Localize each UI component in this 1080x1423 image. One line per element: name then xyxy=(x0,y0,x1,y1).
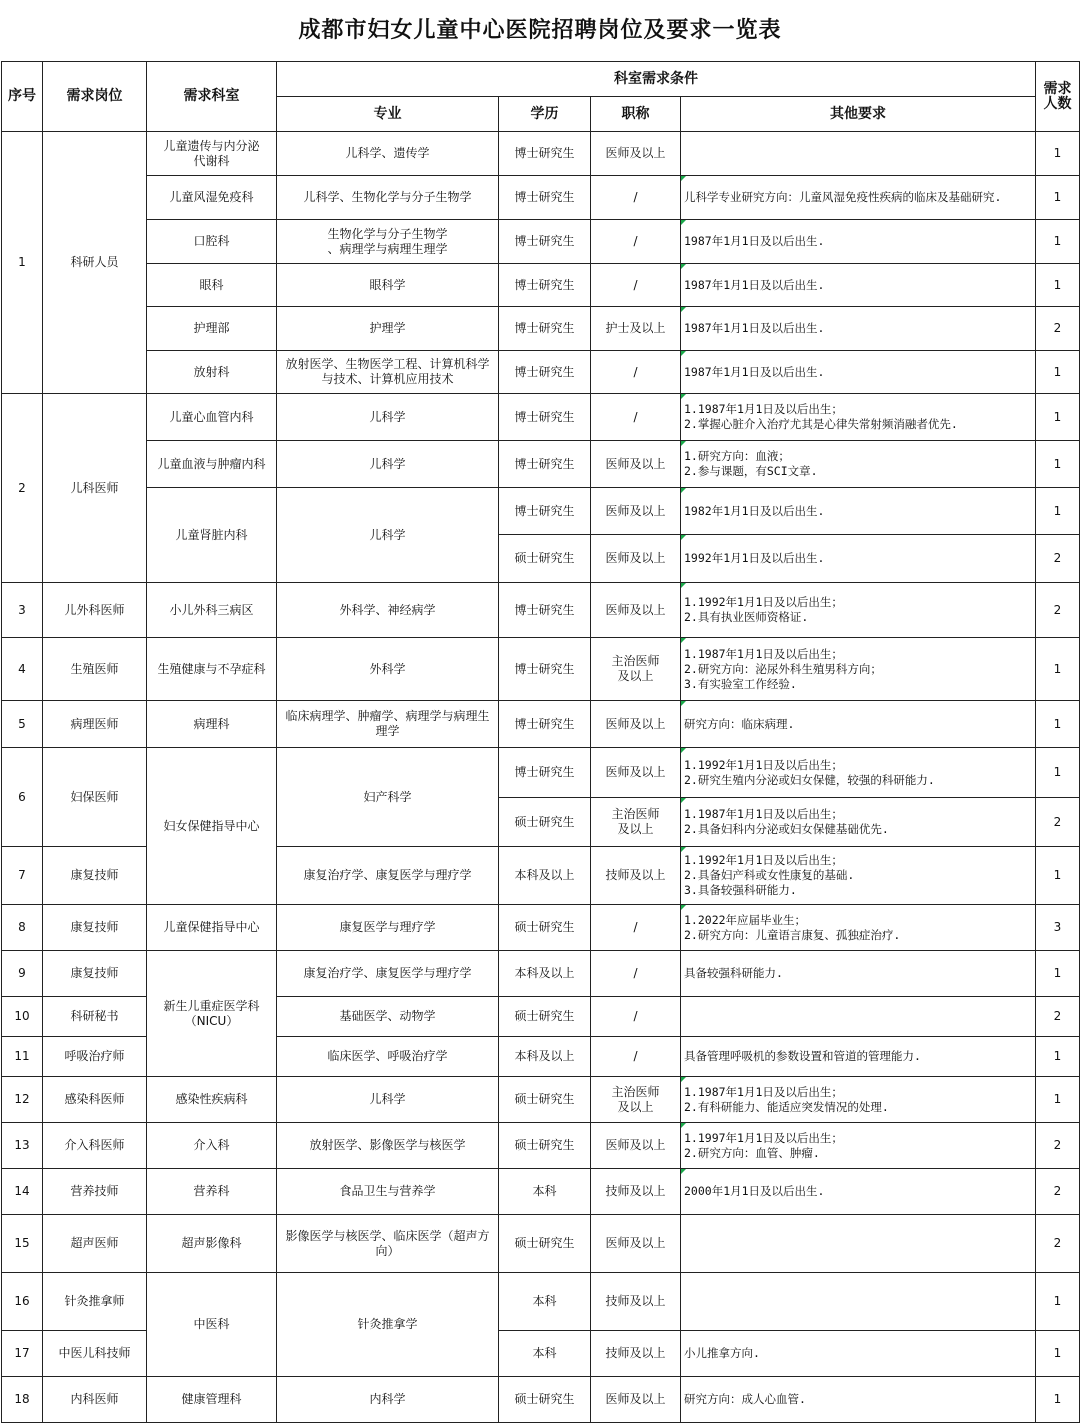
cell-other: 1987年1月1日及以后出生. xyxy=(681,307,1036,351)
header-title: 职称 xyxy=(591,97,681,132)
cell-index: 2 xyxy=(2,394,43,583)
cell-major: 儿科学 xyxy=(277,1077,499,1123)
cell-major: 临床病理学、肿瘤学、病理学与病理生 理学 xyxy=(277,701,499,748)
table-row xyxy=(2,264,1080,307)
cell-department: 儿童遗传与内分泌 代谢科 xyxy=(147,132,277,176)
cell-index: 14 xyxy=(2,1169,43,1215)
cell-index: 1 xyxy=(2,132,43,394)
cell-department: 儿童血液与肿瘤内科 xyxy=(147,441,277,488)
table-row xyxy=(2,701,1080,748)
cell-other: 1.研究方向：血液； 2.参与课题，有SCI文章. xyxy=(681,441,1036,488)
cell-education: 博士研究生 xyxy=(499,583,591,638)
cell-count: 2 xyxy=(1036,798,1080,847)
cell-education: 本科 xyxy=(499,1331,591,1377)
cell-count: 2 xyxy=(1036,1169,1080,1215)
cell-index: 7 xyxy=(2,847,43,905)
cell-count: 3 xyxy=(1036,905,1080,951)
cell-title: 医师及以上 xyxy=(591,1377,681,1423)
cell-major: 内科学 xyxy=(277,1377,499,1423)
cell-department: 超声影像科 xyxy=(147,1215,277,1273)
cell-title: / xyxy=(591,351,681,394)
cell-count: 1 xyxy=(1036,488,1080,535)
header-conditions: 科室需求条件 xyxy=(277,62,1036,97)
cell-major: 康复医学与理疗学 xyxy=(277,905,499,951)
table-row xyxy=(2,488,1080,535)
cell-index: 12 xyxy=(2,1077,43,1123)
cell-department: 中医科 xyxy=(147,1273,277,1377)
cell-position: 营养技师 xyxy=(43,1169,147,1215)
cell-position: 科研人员 xyxy=(43,132,147,394)
cell-title: 医师及以上 xyxy=(591,441,681,488)
cell-major: 生物化学与分子生物学 、病理学与病理生理学 xyxy=(277,220,499,264)
cell-major: 护理学 xyxy=(277,307,499,351)
cell-other xyxy=(681,997,1036,1037)
header-position: 需求岗位 xyxy=(43,62,147,132)
cell-title: 医师及以上 xyxy=(591,488,681,535)
cell-major: 儿科学 xyxy=(277,441,499,488)
cell-title: / xyxy=(591,1037,681,1077)
cell-count: 2 xyxy=(1036,535,1080,583)
cell-count: 1 xyxy=(1036,847,1080,905)
cell-index: 5 xyxy=(2,701,43,748)
cell-title: 医师及以上 xyxy=(591,583,681,638)
cell-other: 1.2022年应届毕业生； 2.研究方向：儿童语言康复、孤独症治疗. xyxy=(681,905,1036,951)
cell-other: 1.1997年1月1日及以后出生； 2.研究方向：血管、肿瘤. xyxy=(681,1123,1036,1169)
cell-education: 硕士研究生 xyxy=(499,905,591,951)
cell-count: 2 xyxy=(1036,997,1080,1037)
cell-position: 针灸推拿师 xyxy=(43,1273,147,1331)
cell-count: 2 xyxy=(1036,583,1080,638)
cell-education: 博士研究生 xyxy=(499,176,591,220)
cell-position: 康复技师 xyxy=(43,905,147,951)
cell-count: 1 xyxy=(1036,394,1080,441)
cell-title: 医师及以上 xyxy=(591,132,681,176)
cell-department: 放射科 xyxy=(147,351,277,394)
cell-count: 1 xyxy=(1036,351,1080,394)
table-row xyxy=(2,307,1080,351)
table-row xyxy=(2,1215,1080,1273)
cell-other: 1.1987年1月1日及以后出生； 2.研究方向：泌尿外科生殖男科方向； 3.有实验室工作经验. xyxy=(681,638,1036,701)
cell-education: 硕士研究生 xyxy=(499,1377,591,1423)
header-other: 其他要求 xyxy=(681,97,1036,132)
cell-title: 主治医师 及以上 xyxy=(591,1077,681,1123)
cell-department: 小儿外科三病区 xyxy=(147,583,277,638)
table-row xyxy=(2,905,1080,951)
table-row xyxy=(2,132,1080,176)
cell-count: 1 xyxy=(1036,638,1080,701)
cell-count: 1 xyxy=(1036,748,1080,798)
cell-education: 博士研究生 xyxy=(499,748,591,798)
cell-other: 1987年1月1日及以后出生. xyxy=(681,351,1036,394)
cell-index: 8 xyxy=(2,905,43,951)
cell-count: 2 xyxy=(1036,1123,1080,1169)
cell-education: 硕士研究生 xyxy=(499,1077,591,1123)
page-title: 成都市妇女儿童中心医院招聘岗位及要求一览表 xyxy=(298,18,782,43)
cell-title: 医师及以上 xyxy=(591,535,681,583)
cell-department: 健康管理科 xyxy=(147,1377,277,1423)
cell-department: 口腔科 xyxy=(147,220,277,264)
cell-index: 9 xyxy=(2,951,43,997)
cell-department: 介入科 xyxy=(147,1123,277,1169)
table-row xyxy=(2,394,1080,441)
cell-count: 1 xyxy=(1036,1273,1080,1331)
cell-education: 硕士研究生 xyxy=(499,798,591,847)
cell-count: 1 xyxy=(1036,1377,1080,1423)
cell-major: 针灸推拿学 xyxy=(277,1273,499,1377)
cell-other: 具备管理呼吸机的参数设置和管道的管理能力. xyxy=(681,1037,1036,1077)
cell-major: 外科学、神经病学 xyxy=(277,583,499,638)
cell-major: 食品卫生与营养学 xyxy=(277,1169,499,1215)
cell-major: 眼科学 xyxy=(277,264,499,307)
cell-other: 1.1987年1月1日及以后出生； 2.掌握心脏介入治疗尤其是心律失常射频消融者优先. xyxy=(681,394,1036,441)
cell-education: 本科 xyxy=(499,1169,591,1215)
cell-title: 技师及以上 xyxy=(591,1331,681,1377)
cell-position: 生殖医师 xyxy=(43,638,147,701)
cell-count: 1 xyxy=(1036,441,1080,488)
cell-department: 生殖健康与不孕症科 xyxy=(147,638,277,701)
cell-count: 1 xyxy=(1036,1077,1080,1123)
cell-index: 16 xyxy=(2,1273,43,1331)
cell-title: / xyxy=(591,176,681,220)
cell-position: 感染科医师 xyxy=(43,1077,147,1123)
cell-education: 博士研究生 xyxy=(499,638,591,701)
cell-education: 博士研究生 xyxy=(499,307,591,351)
table-row xyxy=(2,351,1080,394)
cell-other xyxy=(681,1215,1036,1273)
table-row xyxy=(2,748,1080,798)
cell-major: 放射医学、影像医学与核医学 xyxy=(277,1123,499,1169)
cell-other: 2000年1月1日及以后出生. xyxy=(681,1169,1036,1215)
cell-major: 儿科学、生物化学与分子生物学 xyxy=(277,176,499,220)
cell-major: 临床医学、呼吸治疗学 xyxy=(277,1037,499,1077)
table-row xyxy=(2,1377,1080,1423)
cell-title: 护士及以上 xyxy=(591,307,681,351)
header-department: 需求科室 xyxy=(147,62,277,132)
cell-title: 医师及以上 xyxy=(591,701,681,748)
cell-index: 13 xyxy=(2,1123,43,1169)
cell-education: 博士研究生 xyxy=(499,132,591,176)
cell-position: 呼吸治疗师 xyxy=(43,1037,147,1077)
cell-department: 儿童心血管内科 xyxy=(147,394,277,441)
cell-other: 1982年1月1日及以后出生. xyxy=(681,488,1036,535)
cell-title: / xyxy=(591,394,681,441)
cell-other xyxy=(681,1273,1036,1331)
cell-department: 感染性疾病科 xyxy=(147,1077,277,1123)
cell-count: 1 xyxy=(1036,1037,1080,1077)
cell-index: 11 xyxy=(2,1037,43,1077)
cell-education: 本科及以上 xyxy=(499,1037,591,1077)
cell-education: 硕士研究生 xyxy=(499,1215,591,1273)
cell-major: 儿科学 xyxy=(277,394,499,441)
cell-index: 18 xyxy=(2,1377,43,1423)
cell-major: 影像医学与核医学、临床医学（超声方 向） xyxy=(277,1215,499,1273)
cell-title: 医师及以上 xyxy=(591,1123,681,1169)
cell-department: 病理科 xyxy=(147,701,277,748)
cell-major: 放射医学、生物医学工程、计算机科学 与技术、计算机应用技术 xyxy=(277,351,499,394)
cell-other: 研究方向：成人心血管. xyxy=(681,1377,1036,1423)
cell-index: 6 xyxy=(2,748,43,847)
cell-education: 博士研究生 xyxy=(499,701,591,748)
cell-title: 技师及以上 xyxy=(591,847,681,905)
cell-major: 基础医学、动物学 xyxy=(277,997,499,1037)
cell-title: 技师及以上 xyxy=(591,1169,681,1215)
cell-title: 主治医师 及以上 xyxy=(591,798,681,847)
table-row xyxy=(2,220,1080,264)
cell-department: 妇女保健指导中心 xyxy=(147,748,277,905)
recruitment-table xyxy=(1,61,1080,1423)
cell-count: 1 xyxy=(1036,951,1080,997)
cell-education: 硕士研究生 xyxy=(499,535,591,583)
cell-education: 博士研究生 xyxy=(499,441,591,488)
cell-position: 科研秘书 xyxy=(43,997,147,1037)
cell-other: 具备较强科研能力. xyxy=(681,951,1036,997)
cell-position: 病理医师 xyxy=(43,701,147,748)
cell-education: 博士研究生 xyxy=(499,351,591,394)
cell-other: 1.1992年1月1日及以后出生； 2.研究生殖内分泌或妇女保健，较强的科研能力. xyxy=(681,748,1036,798)
table-row xyxy=(2,638,1080,701)
cell-count: 1 xyxy=(1036,176,1080,220)
cell-education: 博士研究生 xyxy=(499,394,591,441)
cell-other: 1987年1月1日及以后出生. xyxy=(681,264,1036,307)
cell-title: / xyxy=(591,997,681,1037)
cell-position: 康复技师 xyxy=(43,951,147,997)
table-row xyxy=(2,441,1080,488)
cell-index: 10 xyxy=(2,997,43,1037)
cell-count: 1 xyxy=(1036,132,1080,176)
cell-department: 儿童风湿免疫科 xyxy=(147,176,277,220)
table-row xyxy=(2,951,1080,997)
cell-department: 儿童肾脏内科 xyxy=(147,488,277,583)
cell-count: 2 xyxy=(1036,307,1080,351)
cell-department: 护理部 xyxy=(147,307,277,351)
cell-other: 研究方向：临床病理. xyxy=(681,701,1036,748)
cell-index: 15 xyxy=(2,1215,43,1273)
cell-title: 主治医师 及以上 xyxy=(591,638,681,701)
cell-title: 医师及以上 xyxy=(591,1215,681,1273)
cell-department: 儿童保健指导中心 xyxy=(147,905,277,951)
cell-title: / xyxy=(591,905,681,951)
table-row xyxy=(2,583,1080,638)
cell-count: 1 xyxy=(1036,220,1080,264)
table-row xyxy=(2,176,1080,220)
cell-count: 2 xyxy=(1036,1215,1080,1273)
header-index: 序号 xyxy=(2,62,43,132)
cell-department: 新生儿重症医学科 （NICU） xyxy=(147,951,277,1077)
cell-education: 博士研究生 xyxy=(499,220,591,264)
cell-other xyxy=(681,132,1036,176)
cell-education: 本科 xyxy=(499,1273,591,1331)
cell-other: 儿科学专业研究方向：儿童风湿免疫性疾病的临床及基础研究. xyxy=(681,176,1036,220)
cell-count: 1 xyxy=(1036,264,1080,307)
cell-index: 4 xyxy=(2,638,43,701)
cell-other: 1987年1月1日及以后出生. xyxy=(681,220,1036,264)
cell-count: 1 xyxy=(1036,701,1080,748)
cell-other: 1.1987年1月1日及以后出生； 2.有科研能力、能适应突发情况的处理. xyxy=(681,1077,1036,1123)
cell-education: 博士研究生 xyxy=(499,264,591,307)
cell-education: 硕士研究生 xyxy=(499,997,591,1037)
cell-education: 硕士研究生 xyxy=(499,1123,591,1169)
cell-title: / xyxy=(591,951,681,997)
header-count: 需求 人数 xyxy=(1036,62,1080,132)
cell-major: 儿科学、遗传学 xyxy=(277,132,499,176)
cell-major: 康复治疗学、康复医学与理疗学 xyxy=(277,847,499,905)
cell-count: 1 xyxy=(1036,1331,1080,1377)
cell-position: 中医儿科技师 xyxy=(43,1331,147,1377)
cell-position: 介入科医师 xyxy=(43,1123,147,1169)
cell-education: 本科及以上 xyxy=(499,847,591,905)
cell-title: / xyxy=(591,264,681,307)
cell-title: 技师及以上 xyxy=(591,1273,681,1331)
cell-other: 1.1987年1月1日及以后出生； 2.具备妇科内分泌或妇女保健基础优先. xyxy=(681,798,1036,847)
header-education: 学历 xyxy=(499,97,591,132)
cell-position: 超声医师 xyxy=(43,1215,147,1273)
cell-index: 17 xyxy=(2,1331,43,1377)
header-row-1 xyxy=(2,62,1080,97)
cell-other: 1.1992年1月1日及以后出生； 2.具有执业医师资格证. xyxy=(681,583,1036,638)
table-row xyxy=(2,1077,1080,1123)
cell-other: 1992年1月1日及以后出生. xyxy=(681,535,1036,583)
cell-other: 小儿推拿方向. xyxy=(681,1331,1036,1377)
table-row xyxy=(2,1169,1080,1215)
cell-major: 妇产科学 xyxy=(277,748,499,847)
cell-education: 本科及以上 xyxy=(499,951,591,997)
cell-position: 妇保医师 xyxy=(43,748,147,847)
table-row xyxy=(2,1273,1080,1331)
cell-department: 眼科 xyxy=(147,264,277,307)
cell-position: 康复技师 xyxy=(43,847,147,905)
cell-title: / xyxy=(591,220,681,264)
cell-major: 儿科学 xyxy=(277,488,499,583)
cell-major: 康复治疗学、康复医学与理疗学 xyxy=(277,951,499,997)
cell-index: 3 xyxy=(2,583,43,638)
cell-title: 医师及以上 xyxy=(591,748,681,798)
cell-position: 内科医师 xyxy=(43,1377,147,1423)
cell-other: 1.1992年1月1日及以后出生； 2.具备妇产科或女性康复的基础. 3.具备较强科研能力. xyxy=(681,847,1036,905)
header-major: 专业 xyxy=(277,97,499,132)
table-row xyxy=(2,1123,1080,1169)
cell-major: 外科学 xyxy=(277,638,499,701)
cell-education: 博士研究生 xyxy=(499,488,591,535)
cell-position: 儿外科医师 xyxy=(43,583,147,638)
cell-position: 儿科医师 xyxy=(43,394,147,583)
cell-department: 营养科 xyxy=(147,1169,277,1215)
